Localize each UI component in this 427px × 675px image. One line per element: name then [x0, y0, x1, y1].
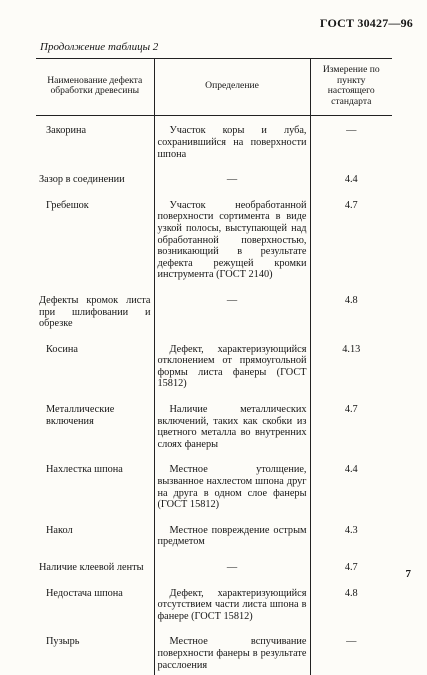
definition-cell: [154, 464, 310, 524]
defect-name: Нахлестка шпона: [46, 464, 123, 476]
defect-name: Дефекты кромок листа при шлифовании и обрезке: [39, 294, 151, 330]
measurement-cell: 4.7: [310, 562, 392, 588]
defect-name-cell: [36, 588, 154, 637]
defect-name-cell: [36, 116, 154, 174]
measurement-cell: 4.4: [310, 174, 392, 200]
defect-name: Гребешок: [46, 199, 89, 211]
defect-name: Наличие клеевой ленты: [39, 562, 144, 573]
table-row: [36, 295, 392, 344]
table-row: [36, 588, 392, 637]
measurement-cell: 4.4: [310, 464, 392, 524]
standard-code: ГОСТ 30427—96: [319, 16, 413, 30]
defect-definition: Участок коры и луба, сохранившийся на поверхности шпона: [157, 125, 307, 160]
measurement-cell: 4.7: [310, 200, 392, 295]
table-row: [36, 636, 392, 675]
measurement-cell: 4.13: [310, 344, 392, 404]
definition-cell: [154, 116, 310, 174]
column-header-definition: Определение: [154, 59, 310, 116]
defect-name-cell: [36, 295, 154, 344]
measurement-cell: 4.8: [310, 295, 392, 344]
table-row: [36, 116, 392, 174]
defect-definition: —: [226, 294, 238, 306]
defect-name-cell: [36, 404, 154, 464]
defect-definition: Местное повреждение острым предметом: [157, 524, 307, 548]
table-row: [36, 525, 392, 562]
defect-definition: Дефект, характеризующийся отклонением от прямоугольной формы листа фанеры (ГОСТ 15812): [157, 343, 307, 390]
table-row: [36, 464, 392, 524]
definition-cell: [154, 562, 310, 588]
measurement-cell: 4.7: [310, 404, 392, 464]
defect-name-cell: [36, 562, 154, 588]
definition-cell: [154, 588, 310, 637]
measurement-cell: —: [310, 636, 392, 675]
definition-cell: [154, 174, 310, 200]
table-row: [36, 404, 392, 464]
definition-cell: [154, 200, 310, 295]
defect-definition: Местное утолщение, вызванное нахлестом шпона друг на друга в одном слое фанеры (ГОСТ 15812): [157, 464, 307, 511]
definition-cell: [154, 295, 310, 344]
defect-name-cell: [36, 525, 154, 562]
column-header-name: Наименование дефекта обработки древесины: [36, 59, 154, 116]
defect-name-cell: [36, 344, 154, 404]
defect-definition: Дефект, характеризующийся отсутствием части листа шпона в фанере (ГОСТ 15812): [157, 587, 307, 622]
table-continuation-label: Продолжение таблицы 2: [40, 41, 159, 53]
defect-name-cell: [36, 174, 154, 200]
defect-name: Недостача шпона: [46, 587, 123, 599]
table-row: [36, 344, 392, 404]
defect-name-cell: [36, 636, 154, 675]
defect-name: Зазор в соединении: [39, 174, 125, 186]
defect-name-cell: [36, 200, 154, 295]
measurement-cell: —: [310, 116, 392, 174]
measurement-cell: 4.8: [310, 588, 392, 637]
defect-definition: —: [226, 562, 238, 573]
measurement-cell: 4.3: [310, 525, 392, 562]
defect-name: Накол: [46, 524, 73, 536]
table-row: [36, 562, 392, 588]
defect-definition: —: [226, 174, 238, 186]
definition-cell: [154, 525, 310, 562]
definition-cell: [154, 344, 310, 404]
defect-name: Косина: [46, 343, 78, 355]
defect-name: Закорина: [46, 125, 87, 137]
definition-cell: [154, 404, 310, 464]
defect-name: Пузырь: [46, 636, 80, 648]
defects-table: [36, 58, 392, 675]
defect-name: Металлические включения: [46, 404, 115, 427]
column-header-measurement: Измерение по пункту настоящего стандарта: [310, 59, 392, 116]
page-number: 7: [405, 568, 411, 580]
definition-cell: [154, 636, 310, 675]
defect-name-cell: [36, 464, 154, 524]
table-header-row: [36, 59, 392, 116]
defect-definition: Участок необработанной поверхности сортимента в виде узкой полосы, выступающей над обработанной поверхностью, возникающий в результате дефекта режущей кромки инструмента (ГОСТ 2140): [157, 199, 307, 281]
table-row: [36, 200, 392, 295]
table-row: [36, 174, 392, 200]
defect-definition: Наличие металлических включений, таких как скобки из цветного металла во внутренних слоях фанеры: [157, 404, 307, 450]
defect-definition: Местное вспучивание поверхности фанеры в результате расслоения: [157, 636, 307, 671]
